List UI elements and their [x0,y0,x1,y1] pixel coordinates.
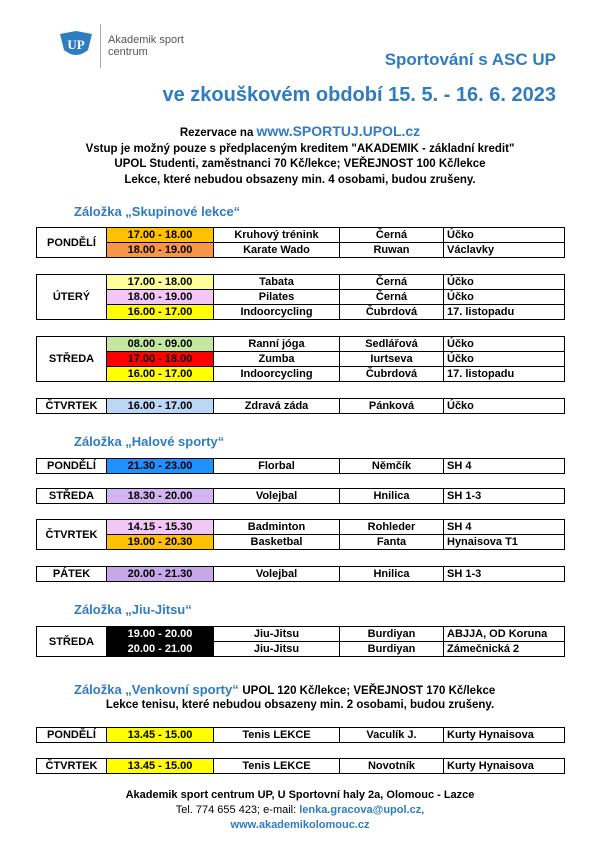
time-cell: 14.15 - 15.30 [107,520,214,535]
activity-cell: Volejbal [214,489,340,504]
activity-cell: Badminton [214,520,340,535]
activity-cell: Zdravá záda [214,399,340,414]
venkovni-prices: UPOL 120 Kč/lekce; VEŘEJNOST 170 Kč/lekce [242,685,496,697]
footer-email-suffix: , [421,804,425,816]
email-link[interactable]: lenka.gracova@upol.cz [299,804,422,816]
footer-address: Akademik sport centrum UP, U Sportovní haly 2a, Olomouc - Lazce [125,789,475,801]
time-cell: 20.00 - 21.00 [107,642,214,657]
location-cell: SH 1-3 [444,489,565,504]
activity-cell: Jiu-Jitsu [214,627,340,642]
reservation-prefix: Rezervace na [179,127,257,139]
activity-cell: Tenis LEKCE [214,728,340,743]
schedule-table [36,488,565,504]
table-row [37,305,565,320]
table-row [37,399,565,414]
location-cell: Zámečnická 2 [444,642,565,657]
logo-text [108,34,184,58]
table-row [37,459,565,474]
schedule-table [36,758,565,774]
activity-cell: Indoorcycling [214,367,340,382]
footer-phone: Tel. 774 655 423; e-mail: [175,804,300,816]
day-cell: ČTVRTEK [37,759,107,774]
day-cell: STŘEDA [37,337,107,382]
trainer-cell: Čubrdová [340,305,444,320]
time-cell: 13.45 - 15.00 [107,728,214,743]
table-row [37,337,565,352]
trainer-cell: Ruwan [340,243,444,258]
trainer-cell: Hnilica [340,489,444,504]
table-row [37,290,565,305]
trainer-cell: Fanta [340,535,444,550]
intro [0,124,600,188]
time-cell: 16.00 - 17.00 [107,305,214,320]
tennis-note: Lekce tenisu, které nebudou obsazeny min. 2 osobami, budou zrušeny. [105,699,495,711]
location-cell: SH 4 [444,459,565,474]
location-cell: 17. listopadu [444,367,565,382]
location-cell: Účko [444,399,565,414]
location-cell: Kurty Hynaisova [444,759,565,774]
trainer-cell: Černá [340,275,444,290]
activity-cell: Florbal [214,459,340,474]
day-cell: PÁTEK [37,567,107,582]
table-row [37,367,565,382]
trainer-cell: Pánková [340,399,444,414]
table-row [37,275,565,290]
location-cell: Účko [444,337,565,352]
footer-web-line [0,818,600,833]
logo-line-2: centrum [108,46,148,58]
up-logo-icon [58,30,94,60]
footer [0,788,600,833]
website-link[interactable]: www.akademikolomouc.cz [230,819,370,831]
activity-cell: Tabata [214,275,340,290]
trainer-cell: Iurtseva [340,352,444,367]
activity-cell: Karate Wado [214,243,340,258]
time-cell: 19.00 - 20.00 [107,627,214,642]
trainer-cell: Burdiyan [340,642,444,657]
day-cell: ÚTERÝ [37,275,107,320]
location-cell: ABJJA, OD Koruna [444,627,565,642]
trainer-cell: Sedlářová [340,337,444,352]
logo-line-1: Akademik sport [108,34,184,46]
day-cell: STŘEDA [37,627,107,657]
trainer-cell: Burdiyan [340,627,444,642]
time-cell: 17.00 - 18.00 [107,275,214,290]
reservation-line [0,124,600,142]
day-cell: ČTVRTEK [37,399,107,414]
schedule-table [36,458,565,474]
location-cell: 17. listopadu [444,305,565,320]
table-row [37,243,565,258]
time-cell: 21.30 - 23.00 [107,459,214,474]
trainer-cell: Vaculík J. [340,728,444,743]
sportuj-link[interactable]: www.SPORTUJ.UPOL.cz [256,123,421,139]
table-row [37,728,565,743]
location-cell: SH 1-3 [444,567,565,582]
activity-cell: Pilates [214,290,340,305]
schedule-table [36,519,565,550]
svg-text:UP: UP [67,37,85,52]
activity-cell: Tenis LEKCE [214,759,340,774]
logo-divider [100,24,101,68]
time-cell: 16.00 - 17.00 [107,367,214,382]
page-subtitle: ve zkouškovém období 15. 5. - 16. 6. 2023 [162,84,556,106]
day-cell: STŘEDA [37,489,107,504]
trainer-cell: Rohleder [340,520,444,535]
credit-note: Vstup je možný pouze s předplaceným kreditem "AKADEMIK - základní kredit" [85,142,515,155]
activity-cell: Kruhový trénink [214,228,340,243]
location-cell: SH 4 [444,520,565,535]
trainer-cell: Čubrdová [340,367,444,382]
schedule-table [36,336,565,382]
table-row [37,627,565,642]
location-cell: Účko [444,228,565,243]
activity-cell: Basketbal [214,535,340,550]
trainer-cell: Novotník [340,759,444,774]
section-halove: Záložka „Halové sporty“ [74,434,225,449]
table-row [37,642,565,657]
activity-cell: Jiu-Jitsu [214,642,340,657]
time-cell: 20.00 - 21.30 [107,567,214,582]
day-cell: PONDĚLÍ [37,728,107,743]
time-cell: 19.00 - 20.30 [107,535,214,550]
time-cell: 16.00 - 17.00 [107,399,214,414]
price-note: UPOL Studenti, zaměstnanci 70 Kč/lekce; VEŘEJNOST 100 Kč/lekce [114,158,486,170]
section-skupinove: Záložka „Skupinové lekce“ [74,204,241,219]
activity-cell: Volejbal [214,567,340,582]
location-cell: Účko [444,275,565,290]
location-cell: Účko [444,290,565,305]
schedule-table [36,274,565,320]
location-cell: Účko [444,352,565,367]
activity-cell: Ranní jóga [214,337,340,352]
activity-cell: Zumba [214,352,340,367]
footer-contact [0,803,600,818]
day-cell: PONDĚLÍ [37,228,107,258]
schedule-table [36,566,565,582]
time-cell: 08.00 - 09.00 [107,337,214,352]
time-cell: 13.45 - 15.00 [107,759,214,774]
schedule-table [36,727,565,743]
time-cell: 18.30 - 20.00 [107,489,214,504]
schedule-table [36,227,565,258]
day-cell: ČTVRTEK [37,520,107,550]
table-row [37,520,565,535]
trainer-cell: Hnilica [340,567,444,582]
table-row [37,759,565,774]
page-title: Sportování s ASC UP [384,50,556,69]
trainer-cell: Černá [340,228,444,243]
time-cell: 17.00 - 18.00 [107,228,214,243]
trainer-cell: Němčík [340,459,444,474]
table-row [37,228,565,243]
table-row [37,535,565,550]
time-cell: 18.00 - 19.00 [107,290,214,305]
schedule-table [36,398,565,414]
time-cell: 18.00 - 19.00 [107,243,214,258]
location-cell: Hynaisova T1 [444,535,565,550]
table-row [37,489,565,504]
section-venkovni [74,682,495,697]
time-cell: 17.00 - 18.00 [107,352,214,367]
table-row [37,352,565,367]
section-jiujitsu: Záložka „Jiu-Jitsu“ [74,602,192,617]
day-cell: PONDĚLÍ [37,459,107,474]
table-row [37,567,565,582]
activity-cell: Indoorcycling [214,305,340,320]
location-cell: Václavky [444,243,565,258]
cancel-note: Lekce, které nebudou obsazeny min. 4 osobami, budou zrušeny. [124,173,476,186]
schedule-table [36,626,565,657]
location-cell: Kurty Hynaisova [444,728,565,743]
trainer-cell: Černá [340,290,444,305]
section-venkovni-title: Záložka „Venkovní sporty“ [74,682,239,697]
